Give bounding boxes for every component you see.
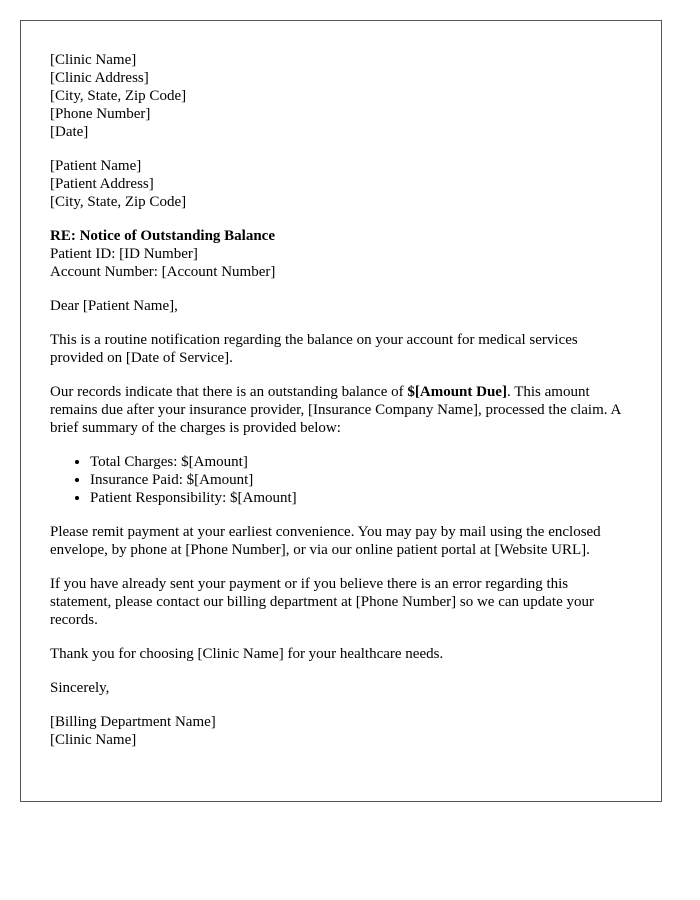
- signature-block: [50, 713, 632, 749]
- sender-address-block: [50, 51, 632, 141]
- closing: Sincerely,: [50, 680, 110, 696]
- sender-clinic-name: [Clinic Name]: [50, 52, 137, 68]
- list-item-insurance-paid: • Insurance Paid: $[Amount]: [90, 471, 632, 489]
- salutation: Dear [Patient Name],: [50, 298, 178, 314]
- paragraph-outstanding-balance: [50, 383, 632, 437]
- paragraph-payment-instructions: Please remit payment at your earliest convenience. You may pay by mail using the enclosed envelope, by phone at [Phone Number], or via our online patient portal at [Website URL].: [50, 524, 601, 558]
- charges-list: [50, 453, 632, 507]
- recipient-address-block: [50, 157, 632, 211]
- account-number-line: Account Number: [Account Number]: [50, 264, 276, 280]
- re-block: [50, 227, 632, 281]
- paragraph-routine-notification: This is a routine notification regarding the balance on your account for medical services provided on [Date of Service].: [50, 332, 578, 366]
- sender-clinic-address: [Clinic Address]: [50, 70, 149, 86]
- recipient-patient-name: [Patient Name]: [50, 158, 142, 174]
- balance-text-before: Our records indicate that there is an outstanding balance of: [50, 384, 408, 400]
- paragraph-billing-contact: If you have already sent your payment or if you believe there is an error regarding this statement, please contact our billing department at [Phone Number] so we can update your records.: [50, 576, 594, 628]
- sender-phone: [Phone Number]: [50, 106, 151, 122]
- recipient-patient-address: [Patient Address]: [50, 176, 154, 192]
- signature-clinic-name: [Clinic Name]: [50, 732, 137, 748]
- signature-department: [Billing Department Name]: [50, 714, 216, 730]
- amount-due: $[Amount Due]: [407, 384, 507, 400]
- letter-page: [20, 20, 662, 802]
- letter-date: [Date]: [50, 124, 89, 140]
- balance-text-after: . This amount remains due after your insurance provider, [Insurance Company Name], processed the claim. A brief summary of the charges is provided below:: [50, 384, 621, 436]
- re-subject: RE: Notice of Outstanding Balance: [50, 228, 275, 244]
- list-item-total-charges: • Total Charges: $[Amount]: [90, 453, 632, 471]
- list-item-patient-responsibility: • Patient Responsibility: $[Amount]: [90, 489, 632, 507]
- patient-id-line: Patient ID: [ID Number]: [50, 246, 198, 262]
- sender-city-state-zip: [City, State, Zip Code]: [50, 88, 187, 104]
- recipient-city-state-zip: [City, State, Zip Code]: [50, 194, 187, 210]
- paragraph-thank-you: Thank you for choosing [Clinic Name] for your healthcare needs.: [50, 646, 444, 662]
